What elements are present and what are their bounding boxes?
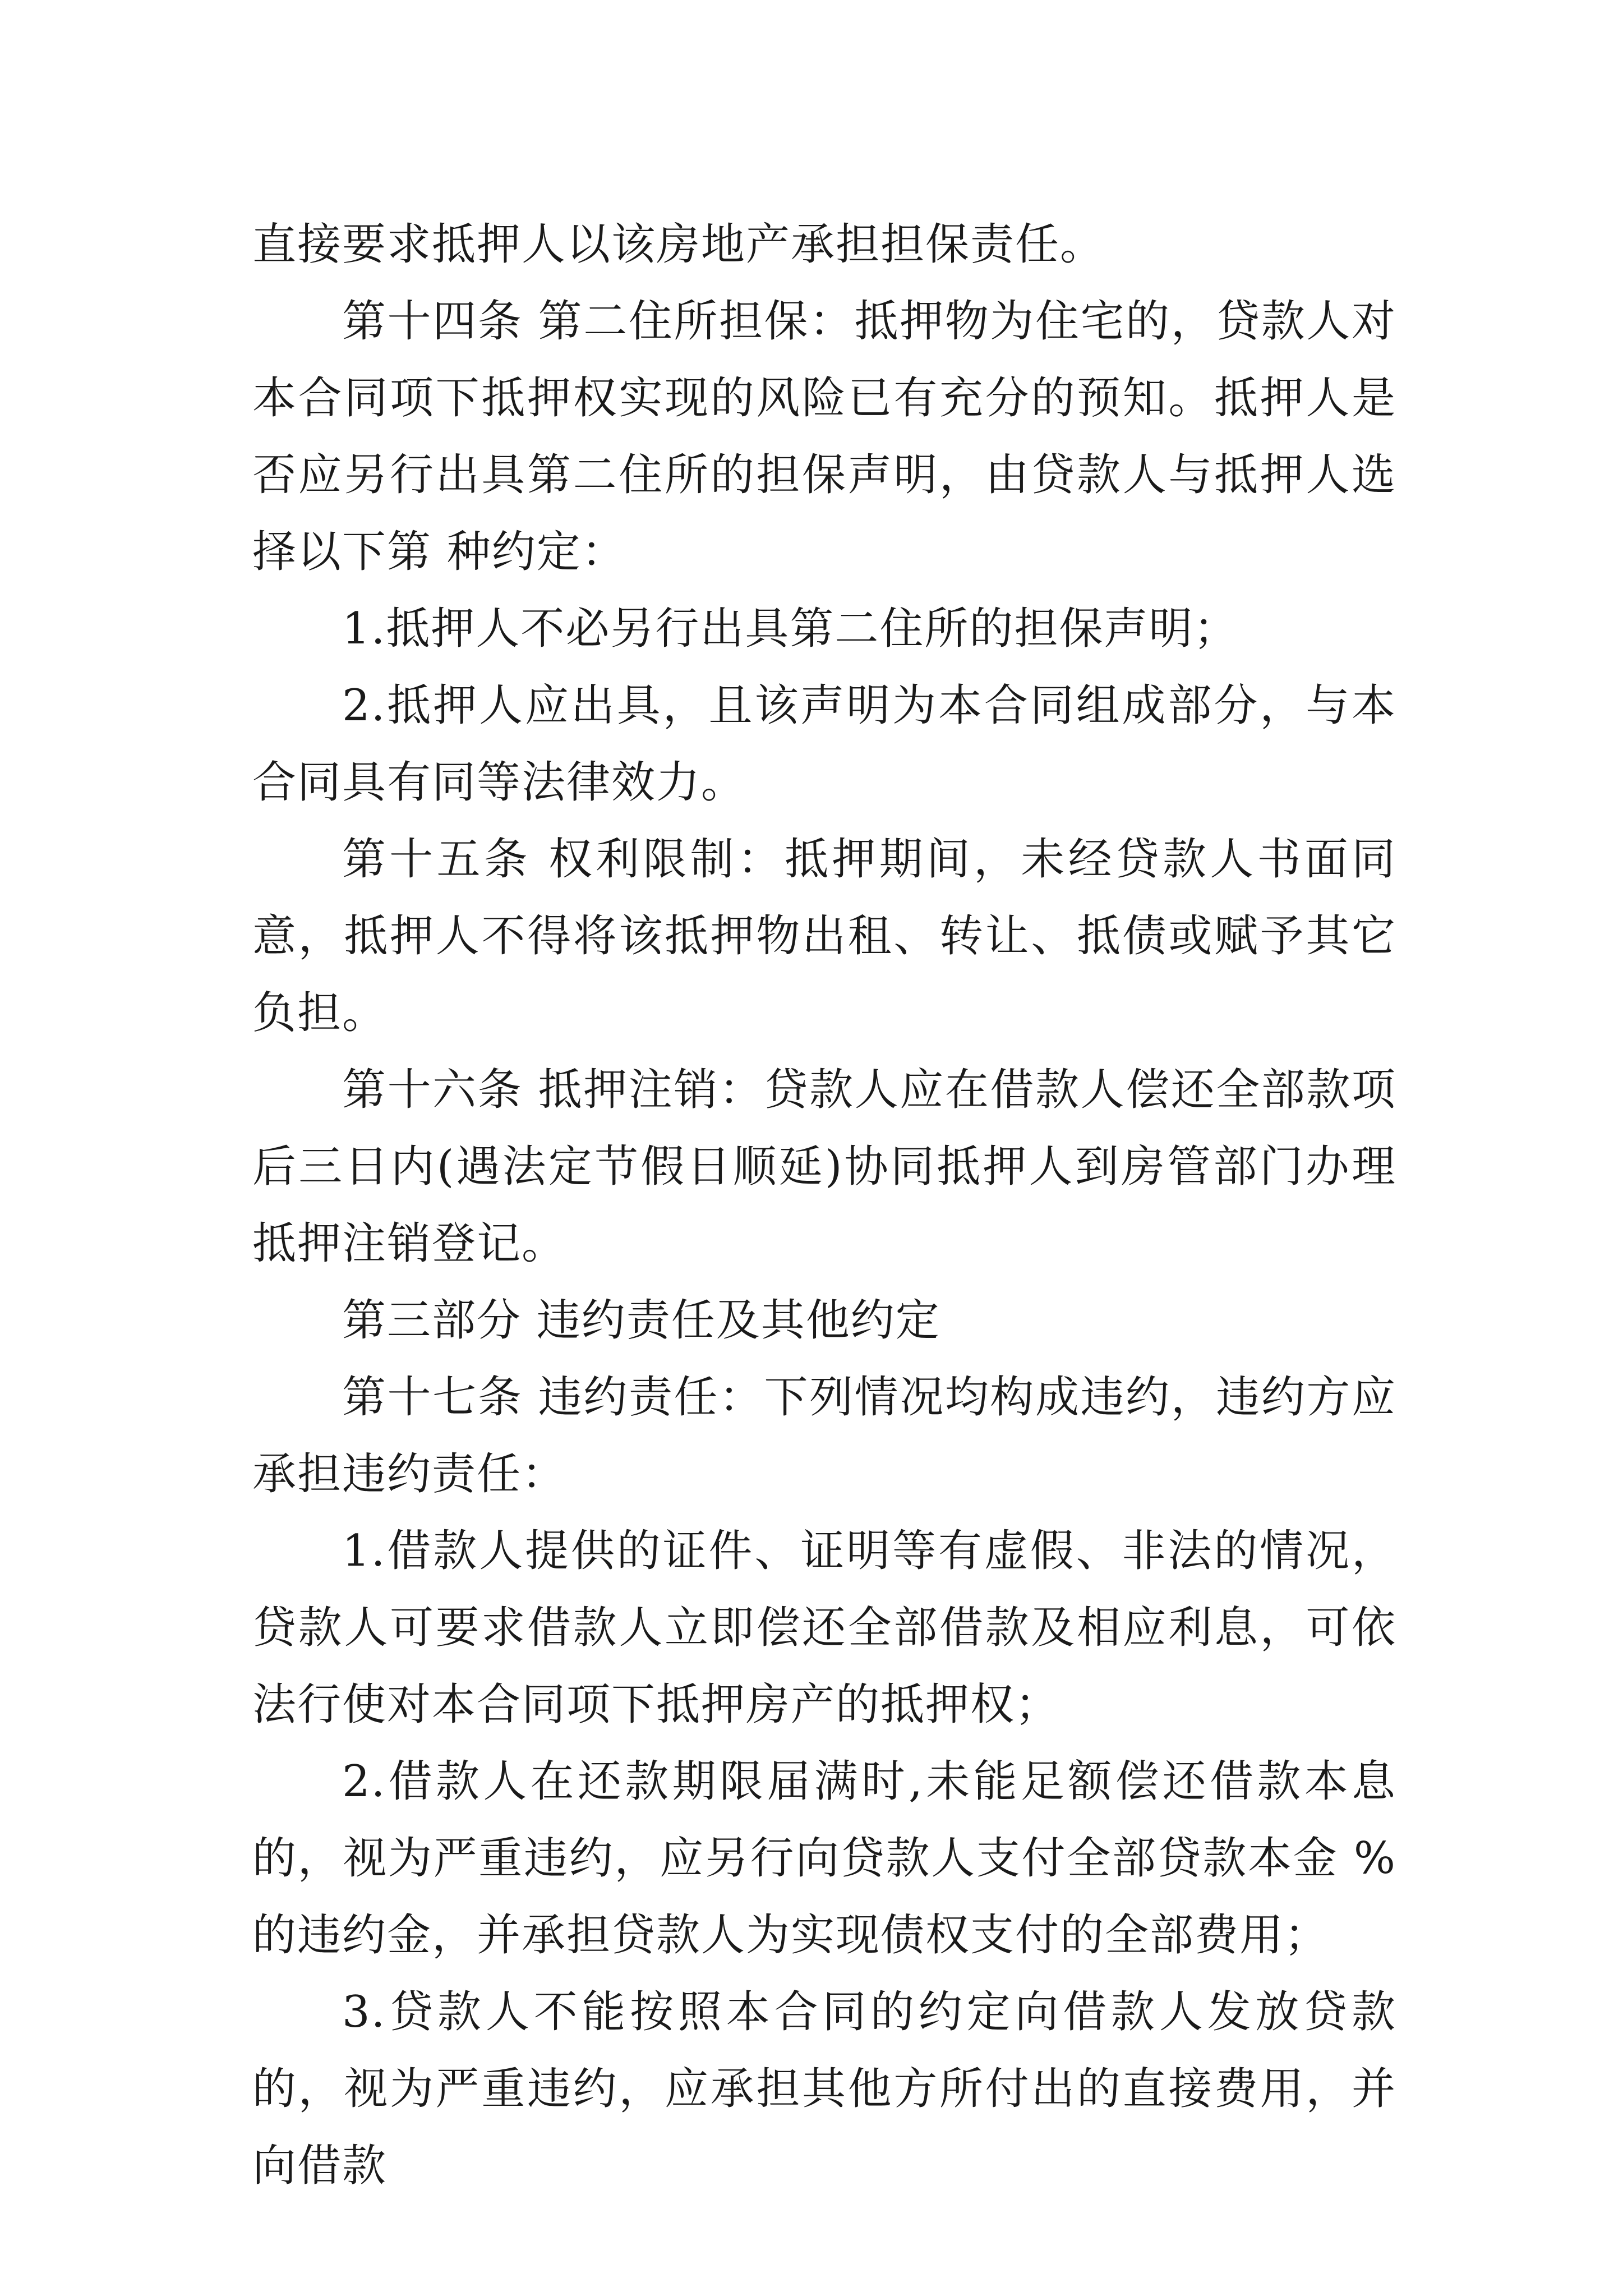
article-17-item-2: 2.借款人在还款期限届满时,未能足额偿还借款本息的，视为严重违约，应另行向贷款人支付全部贷款本金 %的违约金，并承担贷款人为实现债权支付的全部费用； [252,1756,1396,1961]
article-14-paragraph: 第十四条 第二住所担保：抵押物为住宅的，贷款人对本合同项下抵押权实现的风险已有充分的预知。抵押人是否应另行出具第二住所的担保声明，由贷款人与抵押人选择以下第 种约定： [252,296,1396,577]
article-14-option-1: 1.抵押人不必另行出具第二住所的担保声明； [342,604,1239,654]
article-17-item-1: 1.借款人提供的证件、证明等有虚假、非法的情况，贷款人可要求借款人立即偿还全部借款及相应利息，可依法行使对本合同项下抵押房产的抵押权； [252,1526,1396,1730]
document-body [252,206,1396,2205]
part-3-heading: 第三部分 违约责任及其他约定 [342,1295,940,1346]
article-17-item-3: 3.贷款人不能按照本合同的约定向借款人发放贷款的，视为严重违约，应承担其他方所付出的直接费用，并向借款 [252,1987,1396,2191]
paragraph-continuation: 直接要求抵押人以该房地产承担担保责任。 [252,219,1105,270]
article-14-option-2: 2.抵押人应出具，且该声明为本合同组成部分，与本合同具有同等法律效力。 [252,680,1396,808]
article-17-paragraph: 第十七条 违约责任：下列情况均构成违约，违约方应承担违约责任： [252,1372,1396,1499]
article-16-paragraph: 第十六条 抵押注销：贷款人应在借款人偿还全部款项后三日内(遇法定节假日顺延)协同抵押人到房管部门办理抵押注销登记。 [252,1065,1396,1269]
article-15-paragraph: 第十五条 权利限制：抵押期间，未经贷款人书面同意，抵押人不得将该抵押物出租、转让、抵债或赋予其它负担。 [252,834,1396,1038]
